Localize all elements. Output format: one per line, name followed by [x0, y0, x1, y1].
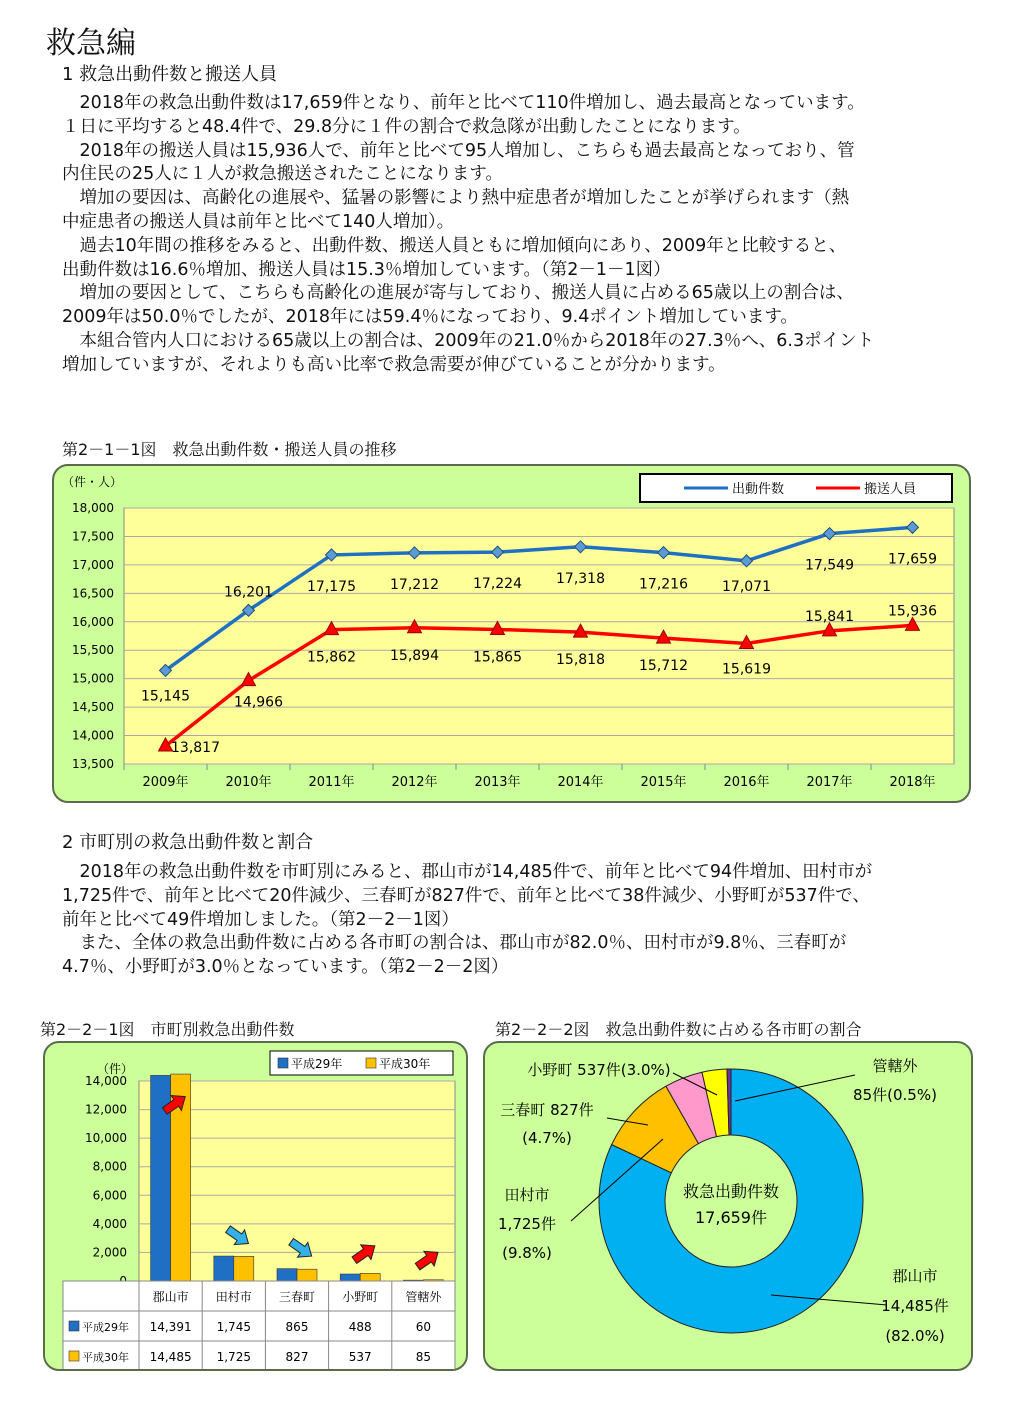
category-label: 管轄外: [405, 1290, 442, 1304]
table-series-label: 平成30年: [82, 1351, 129, 1364]
legend-label: 出動件数: [732, 482, 785, 497]
donut-chart: [485, 1043, 971, 1369]
legend-label: 搬送人員: [864, 482, 917, 497]
slice-label: 管轄外: [872, 1057, 918, 1075]
y-tick-label: 15,500: [72, 643, 114, 658]
category-label: 田村市: [215, 1290, 252, 1304]
bar-chart: [45, 1043, 466, 1369]
x-tick-label: 2010年: [225, 775, 272, 790]
page-title: 救急編: [46, 26, 136, 61]
bar: [297, 1269, 317, 1281]
y-tick-label: 6,000: [92, 1188, 127, 1203]
bar: [234, 1256, 254, 1281]
section1-heading: 1 救急出動件数と搬送人員: [62, 64, 278, 85]
section1-body: 2018年の救急出動件数は17,659件となり、前年と比べて110件増加し、過去最高となっています。 １日に平均すると48.4件で、29.8分に１件の割合で救急隊が出動したことになります。 2018年の搬送人員は15,936人で、前年と比べて95人増加し、こちらも過去最高となっており、管 内住民の25人に１人が救急搬送されたことになります。 増加の要因は、高齢化の進展や、猛暑の影響により熱中症患者が増加したことが挙げられます（熱 中症患者の搬送人員は前年と比べて140人増加）。 過去10年間の推移をみると、出動件数、搬送人員ともに増加傾向にあり、2009年と比較すると、 出動件数は16.6％増加、搬送人員は15.3％増加しています。（第2－1－1図） 増加の要因として、こちらも高齢化の進展が寄与しており、搬送人員に占める65歳以上の割合は、 2009年は50.0％でしたが、2018年には59.4％になっており、9.4ポイント増加しています。 本組合管内人口における65歳以上の割合は、2009年の21.0％から2018年の27.3％へ、6.3ポイント 増加していますが、それよりも高い比率で救急需要が伸びていることが分かります。: [62, 93, 875, 375]
data-label: 15,936: [888, 603, 937, 620]
data-label: 15,145: [141, 688, 190, 705]
category-label: 小野町: [342, 1290, 379, 1304]
table-cell: 827: [285, 1350, 309, 1364]
table-cell: 865: [285, 1320, 309, 1334]
y-axis-unit: （件）: [97, 1062, 134, 1076]
table-cell: 537: [348, 1350, 372, 1364]
data-label: 15,841: [805, 608, 854, 625]
line-chart-panel: [52, 464, 971, 803]
legend-label: 平成30年: [379, 1057, 431, 1071]
slice-label: 85件(0.5%): [853, 1086, 937, 1104]
data-label: 17,216: [639, 576, 688, 593]
legend-swatch: [366, 1058, 376, 1068]
data-label: 17,224: [473, 576, 522, 593]
x-tick-label: 2015年: [640, 775, 687, 790]
data-label: 17,659: [888, 551, 937, 568]
bar: [214, 1256, 234, 1281]
table-cell: 14,485: [149, 1350, 192, 1364]
data-label: 15,865: [473, 649, 522, 666]
table-cell: 14,391: [149, 1320, 192, 1334]
slice-label: (82.0%): [885, 1327, 945, 1345]
data-label: 14,966: [234, 694, 283, 711]
section2-body: 2018年の救急出動件数を市町別にみると、郡山市が14,485件で、前年と比べて94件増加、田村市が 1,725件で、前年と比べて20件減少、三春町が827件で、前年と比べて38件減少、小野町が537件で、 前年と比べて49件増加しました。（第2－2－1図） また、全体の救急出動件数に占める各市町の割合は、郡山市が82.0％、田村市が9.8％、三春町が 4.7％、小野町が3.0％となっています。（第2－2－2図）: [62, 862, 873, 978]
data-label: 15,619: [722, 661, 771, 678]
data-label: 15,894: [390, 647, 439, 664]
slice-label: (9.8%): [502, 1244, 552, 1262]
x-tick-label: 2014年: [557, 775, 604, 790]
table-cell: 85: [415, 1350, 432, 1364]
data-label: 16,201: [224, 584, 273, 601]
data-label: 15,818: [556, 652, 605, 669]
legend-label: 平成29年: [291, 1057, 343, 1071]
table-cell: 1,745: [216, 1320, 251, 1334]
x-tick-label: 2013年: [474, 775, 521, 790]
category-label: 三春町: [278, 1290, 316, 1304]
x-tick-label: 2011年: [308, 775, 355, 790]
slice-label: 三春町 827件: [500, 1101, 594, 1119]
x-tick-label: 2017年: [806, 775, 853, 790]
y-tick-label: 17,000: [72, 557, 114, 572]
category-label: 郡山市: [152, 1290, 189, 1304]
y-tick-label: 13,500: [72, 757, 114, 771]
table-legend-swatch: [69, 1351, 79, 1361]
bar: [277, 1269, 297, 1281]
y-tick-label: 14,000: [85, 1074, 127, 1088]
slice-label: (4.7%): [522, 1129, 572, 1147]
data-label: 15,862: [307, 649, 356, 666]
slice-label: 田村市: [504, 1186, 550, 1204]
table-series-label: 平成29年: [82, 1321, 129, 1334]
x-tick-label: 2009年: [142, 775, 189, 790]
y-tick-label: 17,500: [72, 529, 114, 544]
data-label: 17,071: [722, 578, 771, 595]
legend-swatch: [278, 1058, 288, 1068]
data-label: 17,318: [556, 570, 605, 587]
slice-label: 1,725件: [498, 1215, 556, 1233]
figure1-caption: 第2－1－1図 救急出動件数・搬送人員の推移: [62, 440, 397, 459]
y-tick-label: 12,000: [85, 1102, 127, 1117]
bar: [360, 1273, 380, 1281]
y-tick-label: 10,000: [85, 1131, 127, 1146]
data-label: 17,212: [390, 576, 439, 593]
slice-label: 14,485件: [881, 1297, 949, 1315]
y-axis-unit: （件・人）: [62, 475, 123, 489]
figure2-caption: 第2－2－1図 市町別救急出動件数: [40, 1020, 295, 1039]
table-legend-swatch: [69, 1321, 79, 1331]
center-label: 救急出動件数: [682, 1182, 780, 1201]
y-tick-label: 16,500: [72, 586, 114, 601]
data-label: 17,549: [805, 557, 854, 574]
data-label: 13,817: [171, 739, 220, 756]
y-tick-label: 2,000: [92, 1245, 127, 1260]
y-tick-label: 16,000: [72, 614, 114, 629]
y-tick-label: 4,000: [92, 1216, 127, 1231]
slice-label: 郡山市: [892, 1267, 938, 1285]
x-tick-label: 2012年: [391, 775, 438, 790]
center-value: 17,659件: [695, 1208, 767, 1227]
data-label: 17,175: [307, 578, 356, 595]
y-tick-label: 14,500: [72, 700, 114, 715]
table-cell: 60: [415, 1320, 432, 1334]
x-tick-label: 2016年: [723, 775, 770, 790]
section2-heading: 2 市町別の救急出動件数と割合: [62, 832, 314, 853]
bar: [340, 1274, 360, 1281]
data-label: 15,712: [639, 658, 688, 675]
y-tick-label: 8,000: [92, 1159, 127, 1174]
y-tick-label: 14,000: [72, 728, 114, 743]
table-cell: 1,725: [216, 1350, 251, 1364]
bar-chart-panel: [43, 1041, 468, 1371]
donut-chart-panel: [483, 1041, 973, 1371]
y-tick-label: 18,000: [72, 501, 114, 515]
x-tick-label: 2018年: [889, 775, 936, 790]
figure3-caption: 第2－2－2図 救急出動件数に占める各市町の割合: [495, 1020, 862, 1039]
line-chart: [54, 466, 969, 801]
slice-label: 小野町 537件(3.0%): [527, 1061, 671, 1079]
table-cell: 488: [348, 1320, 372, 1334]
y-tick-label: 15,000: [72, 671, 114, 686]
